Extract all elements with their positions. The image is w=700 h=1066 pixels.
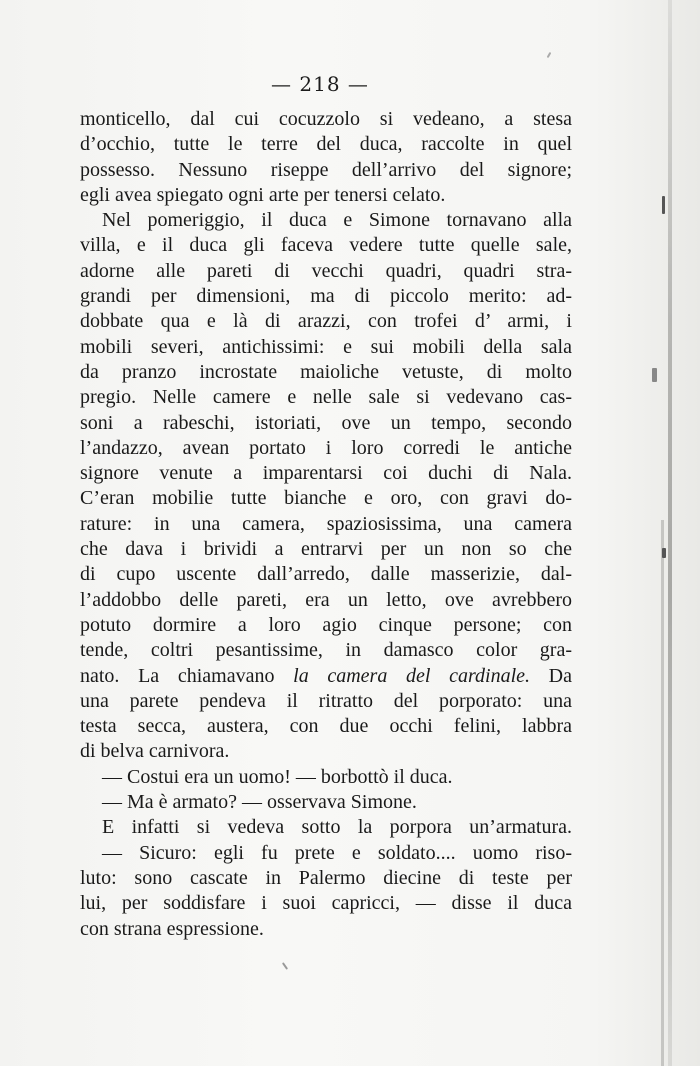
text-line: Nel pomeriggio, il duca e Simone tornavano alla	[102, 209, 572, 232]
text-line: luto: sono cascate in Palermo diecine di teste per	[80, 866, 572, 889]
text-line: l’andazzo, avean portato i loro corredi le antiche	[80, 436, 572, 459]
text-line: lui, per soddisfare i suoi capricci, — disse il duca	[80, 892, 572, 915]
text-line: una parete pendeva il ritratto del porporato: una	[80, 689, 572, 712]
scan-speck	[652, 368, 657, 382]
page-number: — 218 —	[271, 72, 369, 96]
dialogue-line: — Costui era un uomo! — borbottò il duca.	[102, 765, 453, 788]
text-line: di belva carnivora.	[80, 740, 230, 763]
dialogue-line: — Ma è armato? — osservava Simone.	[102, 791, 417, 814]
scan-speck	[662, 548, 666, 558]
text-line-with-italic	[80, 664, 572, 689]
text-line: l’addobbo delle pareti, era un letto, ove avrebbero	[80, 588, 572, 611]
dialogue-line: — Sicuro: egli fu prete e soldato.... uomo riso-	[102, 841, 572, 864]
text-line: egli avea spiegato ogni arte per tenersi celato.	[80, 183, 446, 206]
text-line: potuto dormire a loro agio cinque persone; con	[80, 613, 572, 636]
text-line: signore venute a imparentarsi coi duchi di Nala.	[80, 462, 572, 485]
text-line: rature: in una camera, spaziosissima, una camera	[80, 512, 572, 535]
text-line: C’eran mobilie tutte bianche e oro, con gravi do-	[80, 487, 572, 510]
text-line: monticello, dal cui cocuzzolo si vedeano, a stesa	[80, 108, 572, 130]
italic-title: la camera del cardinale.	[293, 664, 531, 687]
text-line: pregio. Nelle camere e nelle sale si vedevano cas-	[80, 386, 572, 409]
text-line: E infatti si vedeva sotto la porpora un’armatura.	[102, 816, 572, 839]
text-line: adorne alle pareti di vecchi quadri, quadri stra-	[80, 259, 572, 282]
text-line: testa secca, austera, con due occhi felini, labbra	[80, 715, 572, 738]
text-line: che dava i brividi a entrarvi per un non so che	[80, 538, 572, 561]
scan-speck	[547, 52, 552, 58]
text-line: tende, coltri pesantissime, in damasco color gra-	[80, 639, 572, 662]
text-fragment: nato. La chiamavano	[80, 664, 294, 687]
text-line: con strana espressione.	[80, 917, 264, 940]
text-line: grandi per dimensioni, ma di piccolo merito: ad-	[80, 285, 572, 308]
scan-speck	[282, 962, 288, 970]
text-line: d’occhio, tutte le terre del duca, raccolte in quel	[80, 133, 572, 156]
text-line: soni a rabeschi, istoriati, ove un tempo, secondo	[80, 411, 572, 434]
page-edge-shadow-inner	[661, 520, 664, 1066]
text-line: villa, e il duca gli faceva vedere tutte quelle sale,	[80, 234, 572, 257]
scan-speck	[662, 196, 665, 214]
text-line: di cupo uscente dall’arredo, dalle masserizie, dal-	[80, 563, 572, 586]
text-line: dobbate qua e là di arazzi, con trofei d’ armi, i	[80, 310, 572, 333]
body-text	[80, 107, 572, 942]
text-fragment: Da	[530, 664, 572, 687]
page-edge-shadow	[668, 0, 672, 1066]
text-line: da pranzo incrostate maioliche vetuste, di molto	[80, 360, 572, 383]
text-line: mobili severi, antichissimi: e sui mobili della sala	[80, 335, 572, 358]
text-line: possesso. Nessuno riseppe dell’arrivo del signore;	[80, 158, 572, 181]
